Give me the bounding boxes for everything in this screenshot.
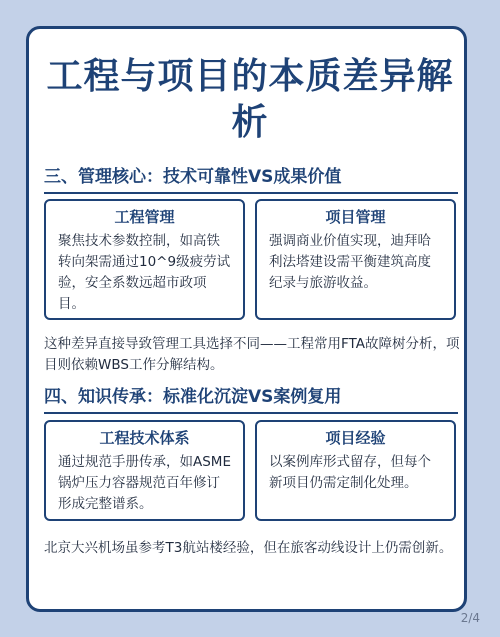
engineering-tech-system-box: [44, 420, 245, 521]
box-title: 项目管理: [325, 208, 386, 226]
box-body: 聚焦技术参数控制，如高铁转向架需通过10^9级疲劳试验，安全系数远超市政项目。: [58, 233, 231, 312]
project-management-box: [255, 199, 456, 320]
page-number: 2/4: [460, 611, 480, 625]
section-heading-knowledge-transfer: 四、知识传承：标准化沉淀VS案例复用: [44, 386, 458, 414]
engineering-management-box: [44, 199, 245, 320]
project-experience-box: [255, 420, 456, 521]
section3-paragraph: 这种差异直接导致管理工具选择不同——工程常用FTA故障树分析，项目则依赖WBS工作分解结构。: [44, 336, 460, 373]
section4-paragraph: 北京大兴机场虽参考T3航站楼经验，但在旅客动线设计上仍需创新。: [44, 540, 453, 556]
page-title: 工程与项目的本质差异解析: [46, 56, 454, 143]
box-title: 工程管理: [114, 208, 175, 226]
box-body: 通过规范手册传承，如ASME锅炉压力容器规范百年修订形成完整谱系。: [58, 454, 231, 512]
box-body: 以案例库形式留存，但每个新项目仍需定制化处理。: [269, 454, 431, 491]
section-heading-management-core: 三、管理核心：技术可靠性VS成果价值: [44, 166, 458, 194]
box-body: 强调商业价值实现，迪拜哈利法塔建设需平衡建筑高度纪录与旅游收益。: [269, 233, 431, 291]
box-title: 工程技术体系: [99, 429, 190, 447]
box-title: 项目经验: [325, 429, 386, 447]
